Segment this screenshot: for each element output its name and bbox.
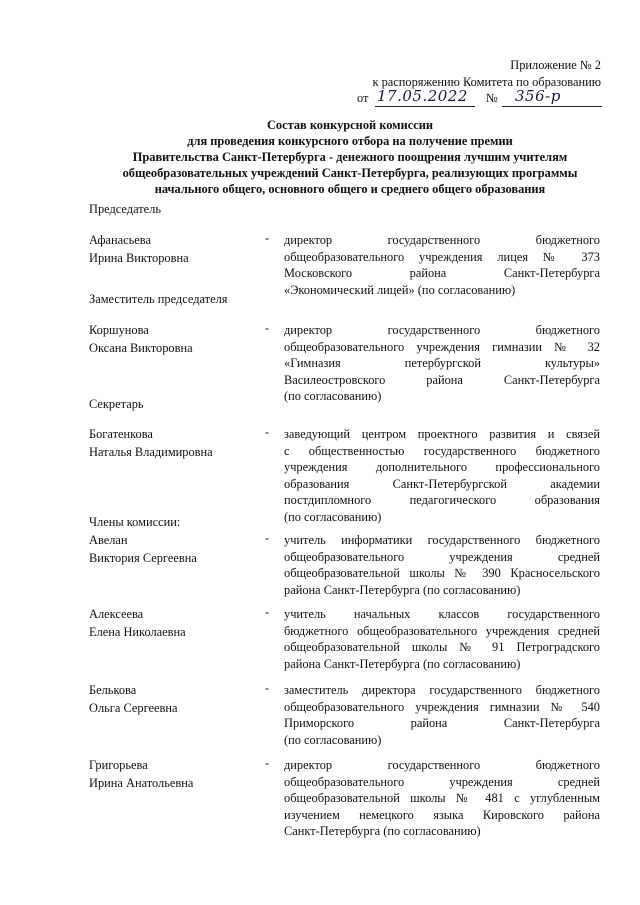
order-date-number [357,87,602,108]
description-line: общеобразовательной школы № 91 Петроградского [284,640,600,654]
number-prefix: № [486,91,498,105]
description-line: общеобразовательного учреждения гимназии № 540 [284,699,600,714]
title-line: общеобразовательных учреждений Санкт-Петербурга, реализующих программы [122,166,578,180]
member-surname: Коршунова [89,323,149,337]
description-line: с общественностью государственного бюджетного [284,443,600,458]
description-line: района Санкт-Петербурга (по согласованию) [284,582,521,597]
appendix-reference: к распоряжению Комитета по образованию [372,75,601,89]
member-surname: Авелан [89,533,128,547]
dash: - [265,321,270,335]
title-line: Правительства Санкт-Петербурга - денежного поощрения лучшим учителям [132,150,568,164]
member-surname: Афанасьева [89,233,151,247]
description-line: «Гимназия петербургской культуры» [284,356,600,370]
member-name [89,605,186,641]
description-line: директор государственного бюджетного [284,758,600,772]
member-name [89,321,193,357]
title-line: для проведения конкурсного отбора на получение премии [187,134,513,148]
member-given-name: Елена Николаевна [89,625,186,639]
description-line: общеобразовательного учреждения средней [284,774,600,789]
description-line: Московского района Санкт-Петербурга [284,266,600,280]
member-given-name: Виктория Сергеевна [89,551,197,565]
member-given-name: Ольга Сергеевна [89,701,178,715]
member-given-name: Ирина Викторовна [89,251,189,265]
description-line: (по согласованию) [284,509,382,524]
member-name [89,756,193,792]
member-given-name: Наталья Владимировна [89,445,213,459]
description-line: заведующий центром проектного развития и связей [284,427,600,441]
member-description [284,606,600,672]
description-line: бюджетного общеобразовательного учреждения средней [284,623,600,638]
member-description [284,682,600,748]
date-underline [375,106,475,107]
title-line: Состав конкурсной комиссии [266,118,434,132]
section-deputy: Заместитель председателя [89,292,228,306]
description-line: учитель начальных классов государственного [284,607,600,621]
description-line: общеобразовательной школы № 481 с углубленным [284,791,600,805]
dash: - [265,531,270,545]
description-line: изучением немецкого языка Кировского района [284,807,600,822]
description-line: общеобразовательного учреждения гимназии № 32 [284,339,600,354]
description-line: директор государственного бюджетного [284,233,600,247]
member-given-name: Оксана Викторовна [89,341,193,355]
description-line: района Санкт-Петербурга (по согласованию) [284,656,521,671]
title-line: начального общего, основного общего и среднего общего образования [154,182,546,196]
member-surname: Григорьева [89,758,148,772]
description-line: директор государственного бюджетного [284,323,600,337]
member-surname: Богатенкова [89,427,153,441]
description-line: общеобразовательного учреждения средней [284,549,600,564]
section-secretary: Секретарь [89,397,144,411]
description-line: общеобразовательной школы № 390 Красносельского [284,566,600,580]
description-line: Санкт-Петербурга (по согласованию) [284,824,481,838]
description-line: Приморского района Санкт-Петербурга [284,716,600,730]
dash: - [265,756,270,770]
member-name [89,231,189,267]
description-line: (по согласованию) [284,732,382,747]
member-description [284,757,600,840]
description-line: Василеостровского района Санкт-Петербурга [284,372,600,387]
description-line: «Экономический лицей» (по согласованию) [284,282,516,297]
handwritten-date: 17.05.2022 [377,87,468,105]
member-description [284,426,600,525]
section-chair: Председатель [89,202,162,216]
number-underline [502,106,602,107]
description-line: постдипломного педагогического образования [284,493,600,507]
description-line: (по согласованию) [284,389,382,403]
member-description [284,232,600,298]
description-line: учреждения дополнительного профессионального [284,460,600,474]
description-line: образования Санкт-Петербургской академии [284,476,600,491]
member-name [89,425,213,461]
dash: - [265,681,270,695]
description-line: учитель информатики государственного бюджетного [284,533,600,547]
member-name [89,681,177,717]
document-title [95,117,605,197]
appendix-header [300,57,601,91]
section-members: Члены комиссии: [89,515,181,529]
member-surname: Алексеева [89,607,144,621]
dash: - [265,231,270,245]
description-line: общеобразовательного учреждения лицея № 373 [284,249,600,264]
handwritten-number: 356-р [515,87,561,105]
appendix-title: Приложение № 2 [510,58,601,72]
dash: - [265,605,270,619]
date-prefix: от [357,91,369,105]
member-given-name: Ирина Анатольевна [89,776,194,790]
member-description [284,322,600,405]
member-name [89,531,197,567]
description-line: заместитель директора государственного бюджетного [284,683,600,697]
dash: - [265,425,270,439]
member-description [284,532,600,598]
member-surname: Белькова [89,683,137,697]
